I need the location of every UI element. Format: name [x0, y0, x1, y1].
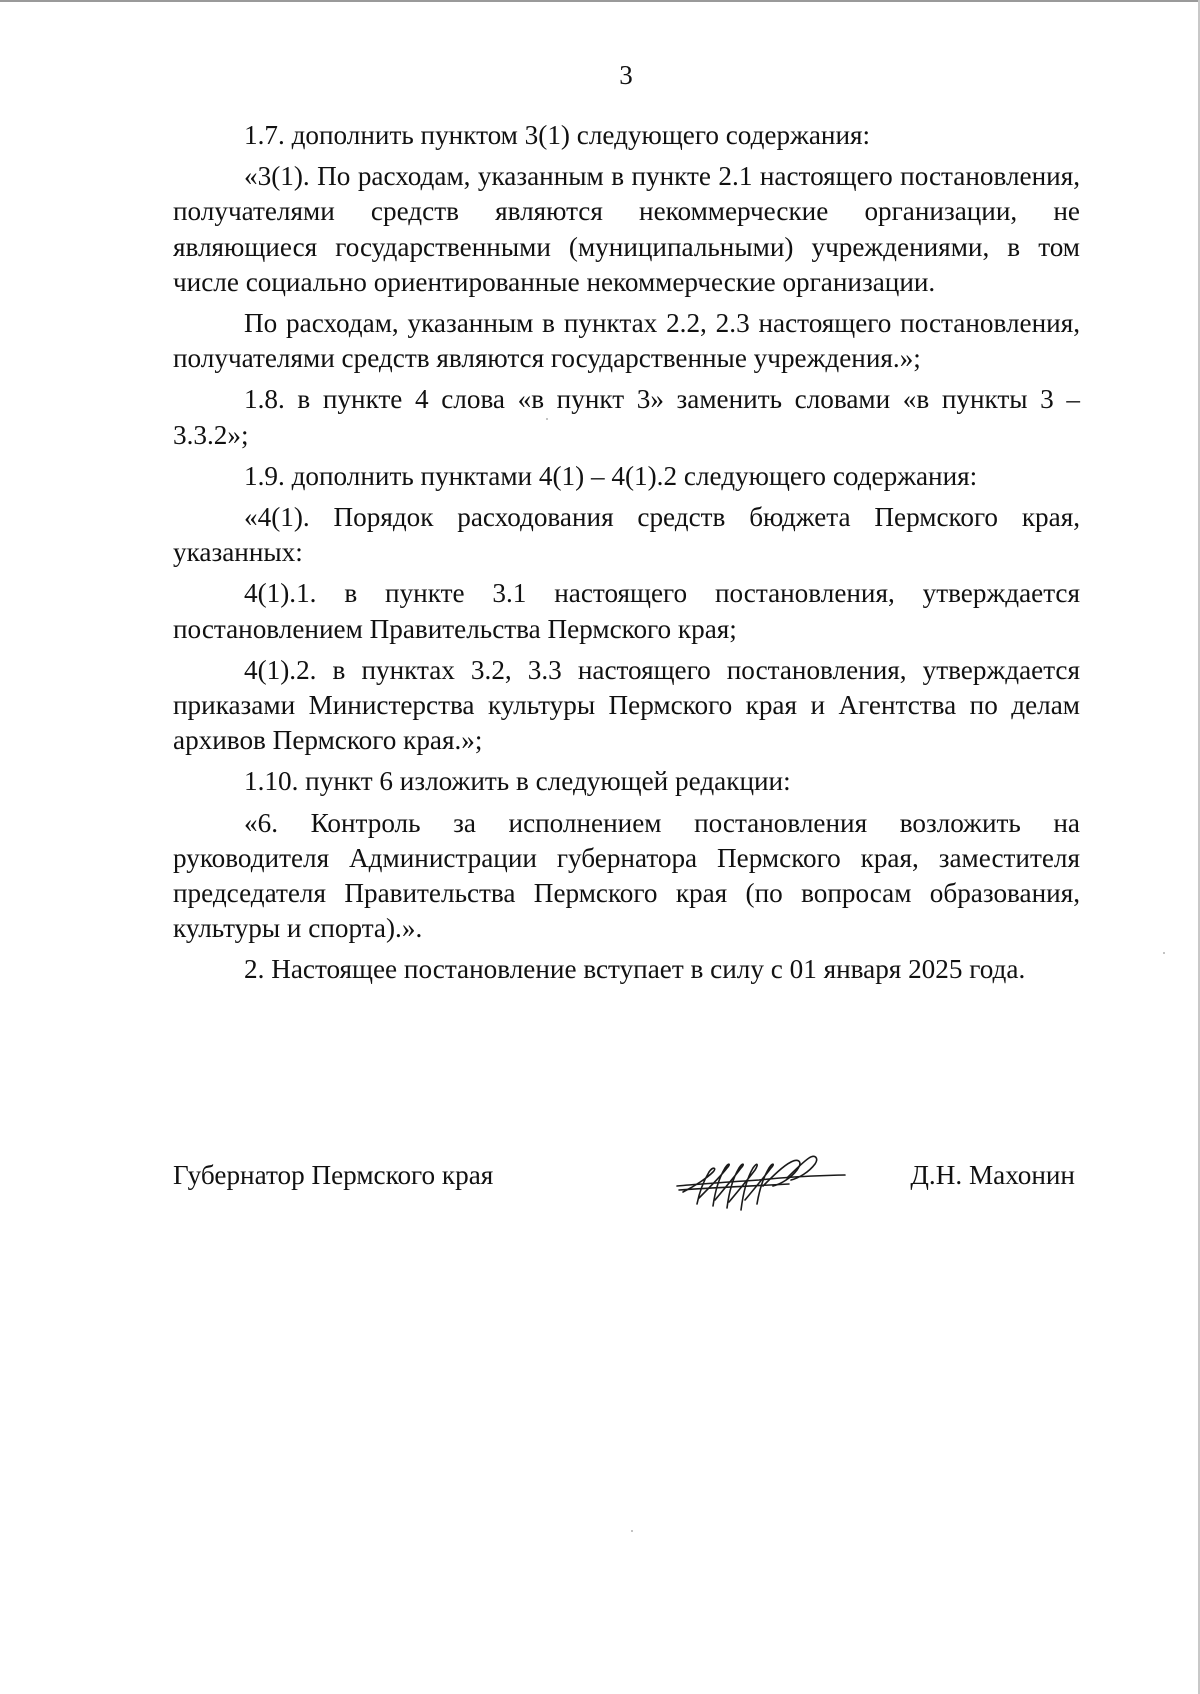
paragraph-1-8: 1.8. в пункте 4 слова «в пункт 3» заменить словами «в пункты 3 – 3.3.2»;: [173, 384, 1080, 450]
page-number: 3: [619, 60, 633, 90]
signature-block: [173, 1160, 1080, 1230]
paragraph-3-1-quote: «3(1). По расходам, указанным в пункте 2.1 настоящего постановления, получателями средств являются некоммерческие организации, не являющиеся государственными (муниципальными) учреждениями, в том числе социально ориентированные некоммерческие организации.: [173, 161, 1080, 297]
paragraph-4-1-1: 4(1).1. в пункте 3.1 настоящего постановления, утверждается постановлением Правительства Пермского края;: [173, 578, 1080, 644]
paragraph-1-9: 1.9. дополнить пунктами 4(1) – 4(1).2 следующего содержания:: [244, 460, 978, 491]
paragraph-1-10: 1.10. пункт 6 изложить в следующей редакции:: [244, 766, 791, 797]
paragraph-4-1-quote: «4(1). Порядок расходования средств бюджета Пермского края, указанных:: [173, 502, 1080, 568]
paragraph-4-1-2: 4(1).2. в пунктах 3.2, 3.3 настоящего постановления, утверждается приказами Министерства культуры Пермского края и Агентства по делам архивов Пермского края.»;: [173, 654, 1080, 756]
paragraph-1-7: 1.7. дополнить пунктом 3(1) следующего содержания:: [244, 120, 871, 150]
scan-speck: [546, 418, 548, 420]
paragraph-2-effective-date: 2. Настоящее постановление вступает в силу с 01 января 2025 года.: [244, 954, 1026, 985]
paragraph-6-quote: «6. Контроль за исполнением постановления возложить на руководителя Администрации губернатора Пермского края, заместителя председателя Правительства Пермского края (по вопросам образования, культуры и спорта).».: [173, 807, 1080, 944]
paragraph-recipients-state: По расходам, указанным в пунктах 2.2, 2.3 настоящего постановления, получателями средств являются государственные учреждения.»;: [173, 308, 1080, 374]
signer-name: Д.Н. Махонин: [910, 1160, 1075, 1190]
scan-speck: [631, 1530, 633, 1532]
scan-speck: [1163, 952, 1165, 954]
signer-position: Губернатор Пермского края: [173, 1160, 494, 1190]
handwritten-signature: [669, 1142, 849, 1218]
scan-edge-top: [0, 0, 1200, 2]
document-body: [173, 118, 1080, 988]
